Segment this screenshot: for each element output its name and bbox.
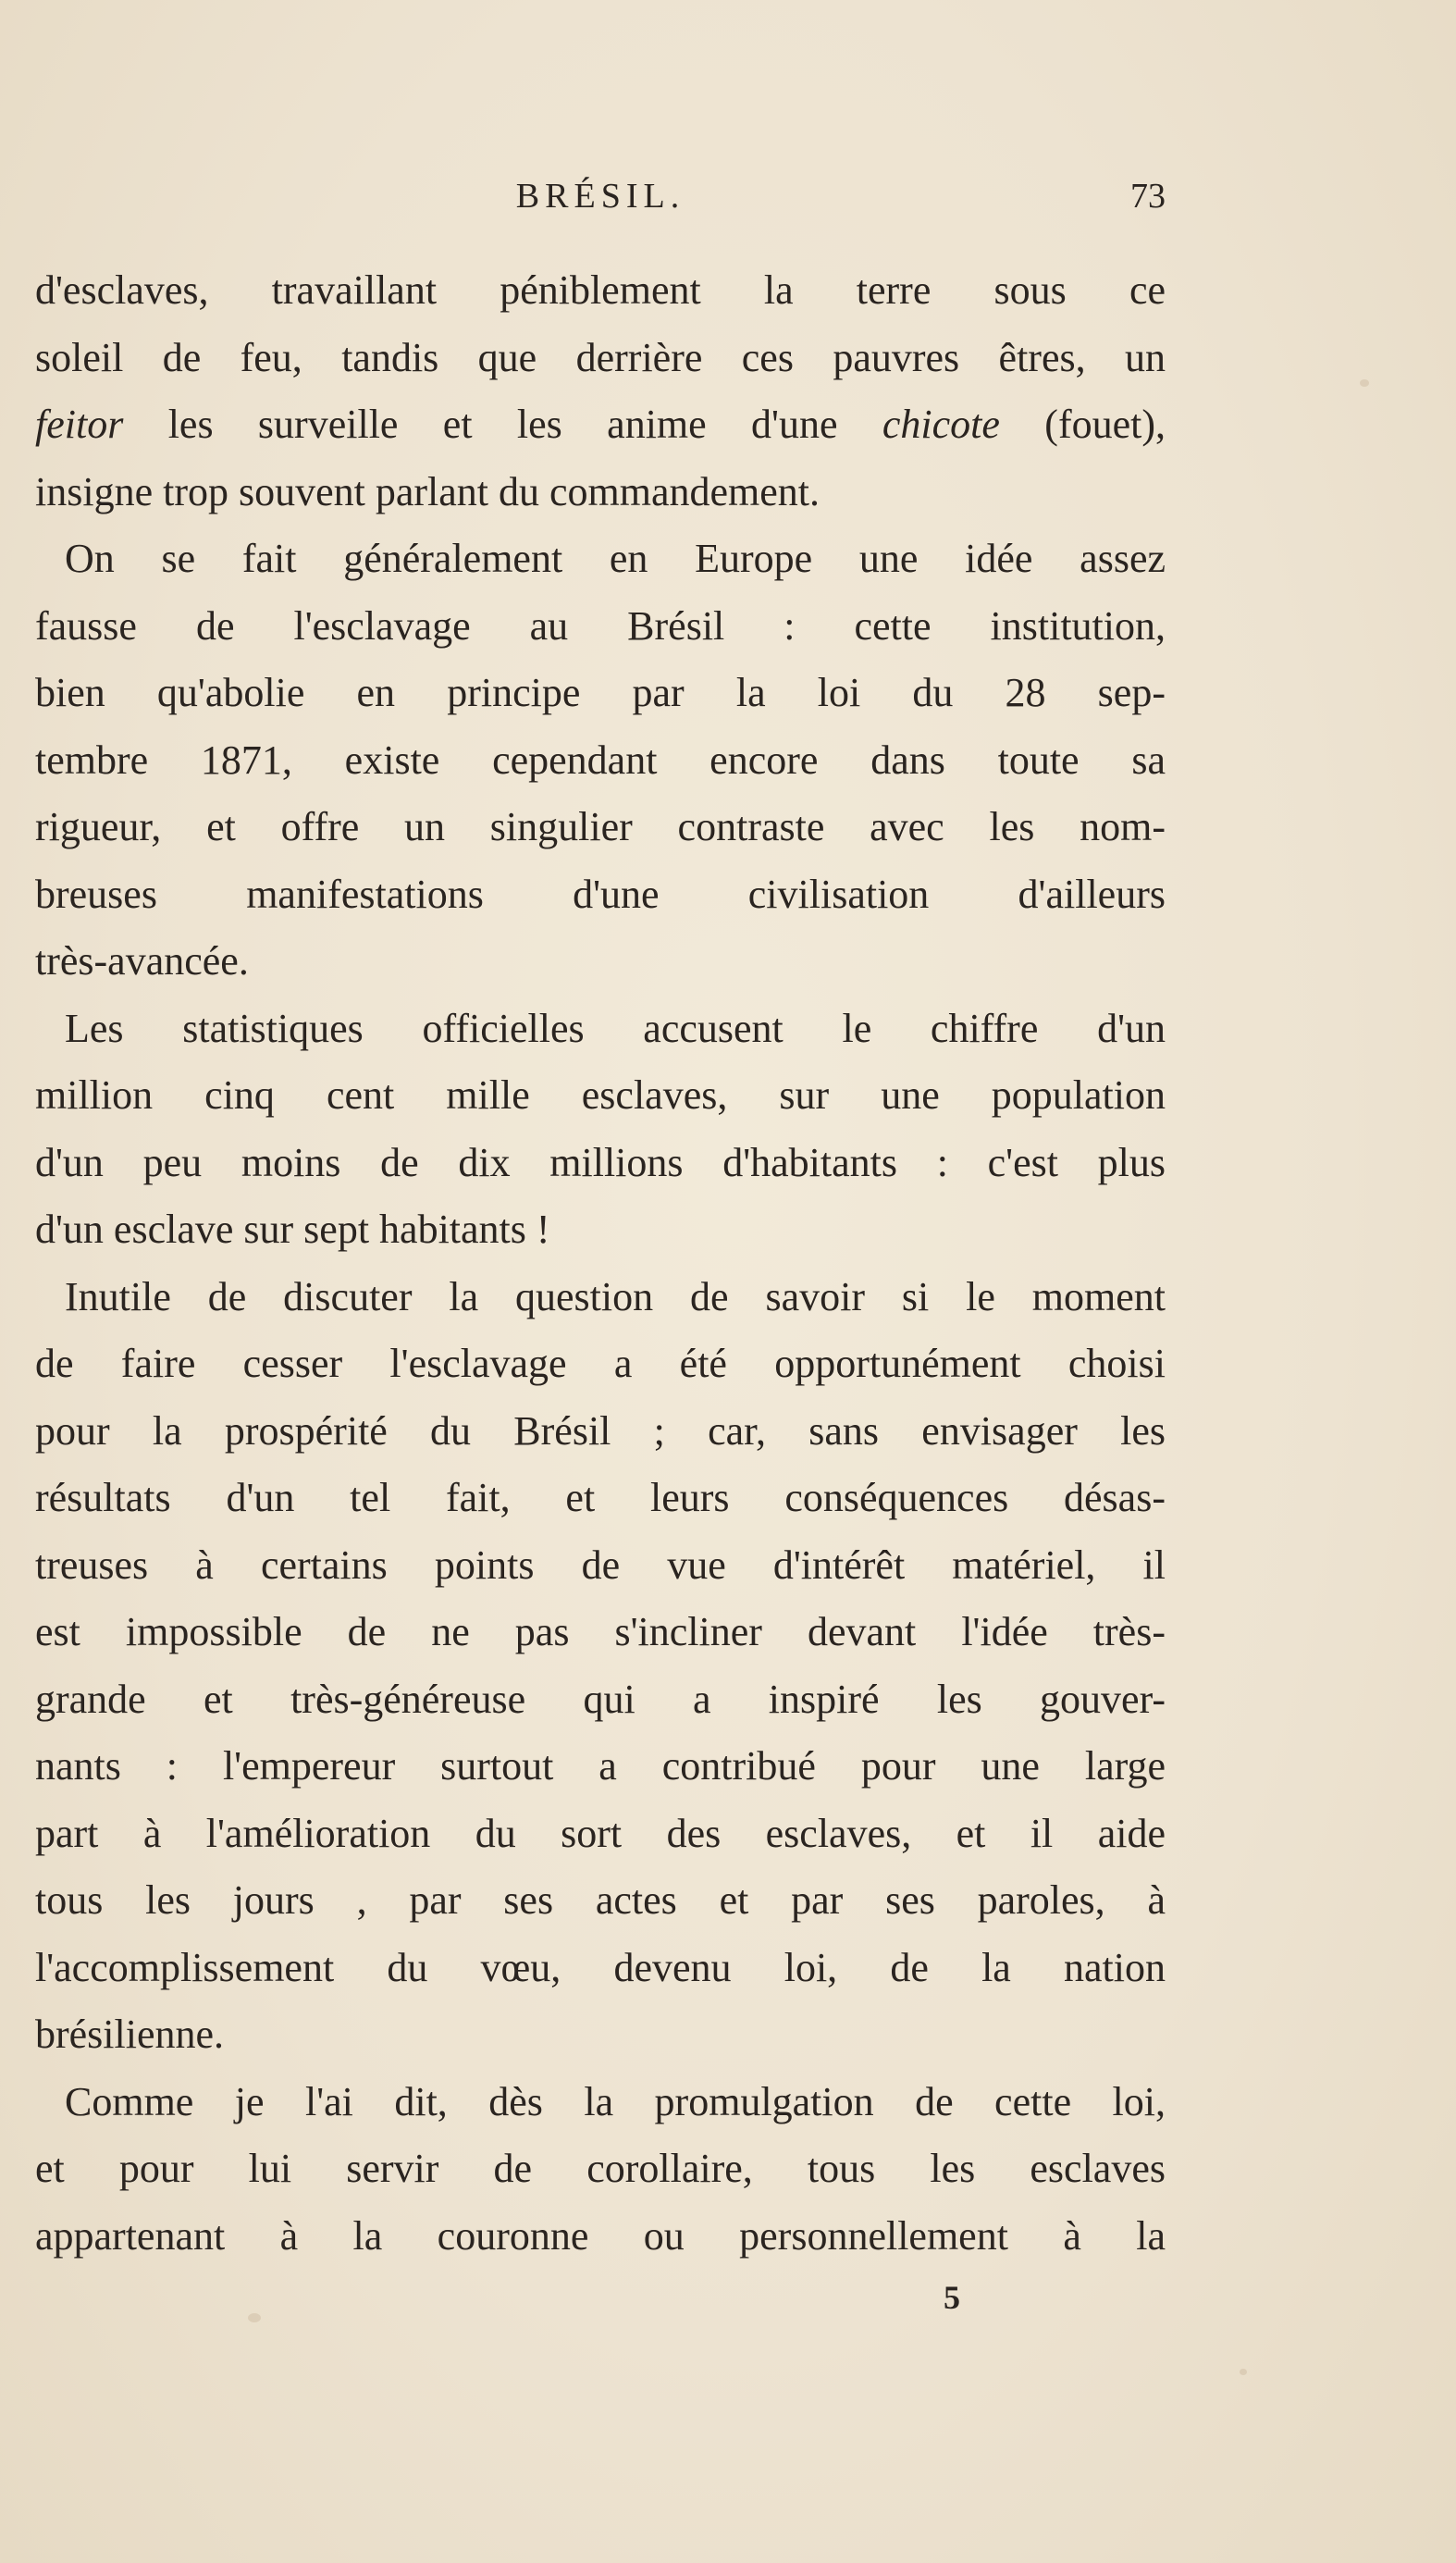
text-line: très-avancée. xyxy=(35,938,249,984)
text-line xyxy=(35,391,1166,459)
text-line: grande et très-généreuse qui a inspiré les gouver- xyxy=(35,1676,1166,1722)
text-line: Comme je l'ai dit, dès la promulgation de cette loi, xyxy=(65,2078,1166,2124)
paper-stain xyxy=(1360,379,1369,387)
text-line: million cinq cent mille esclaves, sur une population xyxy=(35,1072,1166,1118)
text-line: insigne trop souvent parlant du commandement. xyxy=(35,468,821,514)
text-line: résultats d'un tel fait, et leurs conséquences désas- xyxy=(35,1475,1166,1520)
text-line: bien qu'abolie en principe par la loi du 28 sep- xyxy=(35,670,1166,715)
text-line: d'esclaves, travaillant péniblement la terre sous ce xyxy=(35,267,1166,313)
text-line: est impossible de ne pas s'incliner devant l'idée très- xyxy=(35,1609,1166,1654)
text-line: de faire cesser l'esclavage a été opportunément choisi xyxy=(35,1341,1166,1386)
text-line: pour la prospérité du Brésil ; car, sans envisager les xyxy=(35,1407,1166,1454)
text-line: On se fait généralement en Europe une idée assez xyxy=(65,536,1166,581)
italic-term: feitor xyxy=(35,402,124,447)
italic-term: chicote xyxy=(882,402,1000,447)
text-line: l'accomplissement du vœu, devenu loi, de la nation xyxy=(35,1944,1166,1990)
paper-stain xyxy=(1240,2369,1247,2375)
text-line: treuses à certains points de vue d'intérêt matériel, il xyxy=(35,1542,1166,1588)
text-line: fausse de l'esclavage au Brésil : cette institution, xyxy=(35,602,1166,649)
running-head: BRÉSIL. xyxy=(515,177,685,216)
text-span: les surveille et les anime d'une xyxy=(123,402,882,447)
text-line: rigueur, et offre un singulier contraste avec les nom- xyxy=(35,804,1166,849)
text-span: (fouet), xyxy=(999,402,1166,447)
body-text xyxy=(35,257,1166,2270)
text-line: nants : l'empereur surtout a contribué pour une large xyxy=(35,1743,1166,1789)
page-number: 73 xyxy=(1130,177,1166,216)
paper-stain xyxy=(248,2313,261,2322)
page-header xyxy=(35,176,1166,231)
text-line: brésilienne. xyxy=(35,2012,225,2057)
text-line: breuses manifestations d'une civilisation d'ailleurs xyxy=(35,871,1166,917)
text-line: appartenant à la couronne ou personnellement à la xyxy=(35,2212,1166,2259)
text-line: et pour lui servir de corollaire, tous les esclaves xyxy=(35,2146,1166,2191)
signature-mark: 5 xyxy=(944,2279,960,2316)
text-line: tous les jours , par ses actes et par ses paroles, à xyxy=(35,1877,1166,1923)
text-line: d'un peu moins de dix millions d'habitants : c'est plus xyxy=(35,1139,1166,1185)
text-line: Inutile de discuter la question de savoir si le moment xyxy=(65,1273,1166,1319)
text-line: soleil de feu, tandis que derrière ces pauvres êtres, un xyxy=(35,334,1166,380)
text-line: part à l'amélioration du sort des esclaves, et il aide xyxy=(35,1810,1166,1856)
text-line: tembre 1871, existe cependant encore dans toute sa xyxy=(35,737,1166,783)
text-line: Les statistiques officielles accusent le chiffre d'un xyxy=(65,1005,1166,1051)
text-line: d'un esclave sur sept habitants ! xyxy=(35,1207,550,1252)
